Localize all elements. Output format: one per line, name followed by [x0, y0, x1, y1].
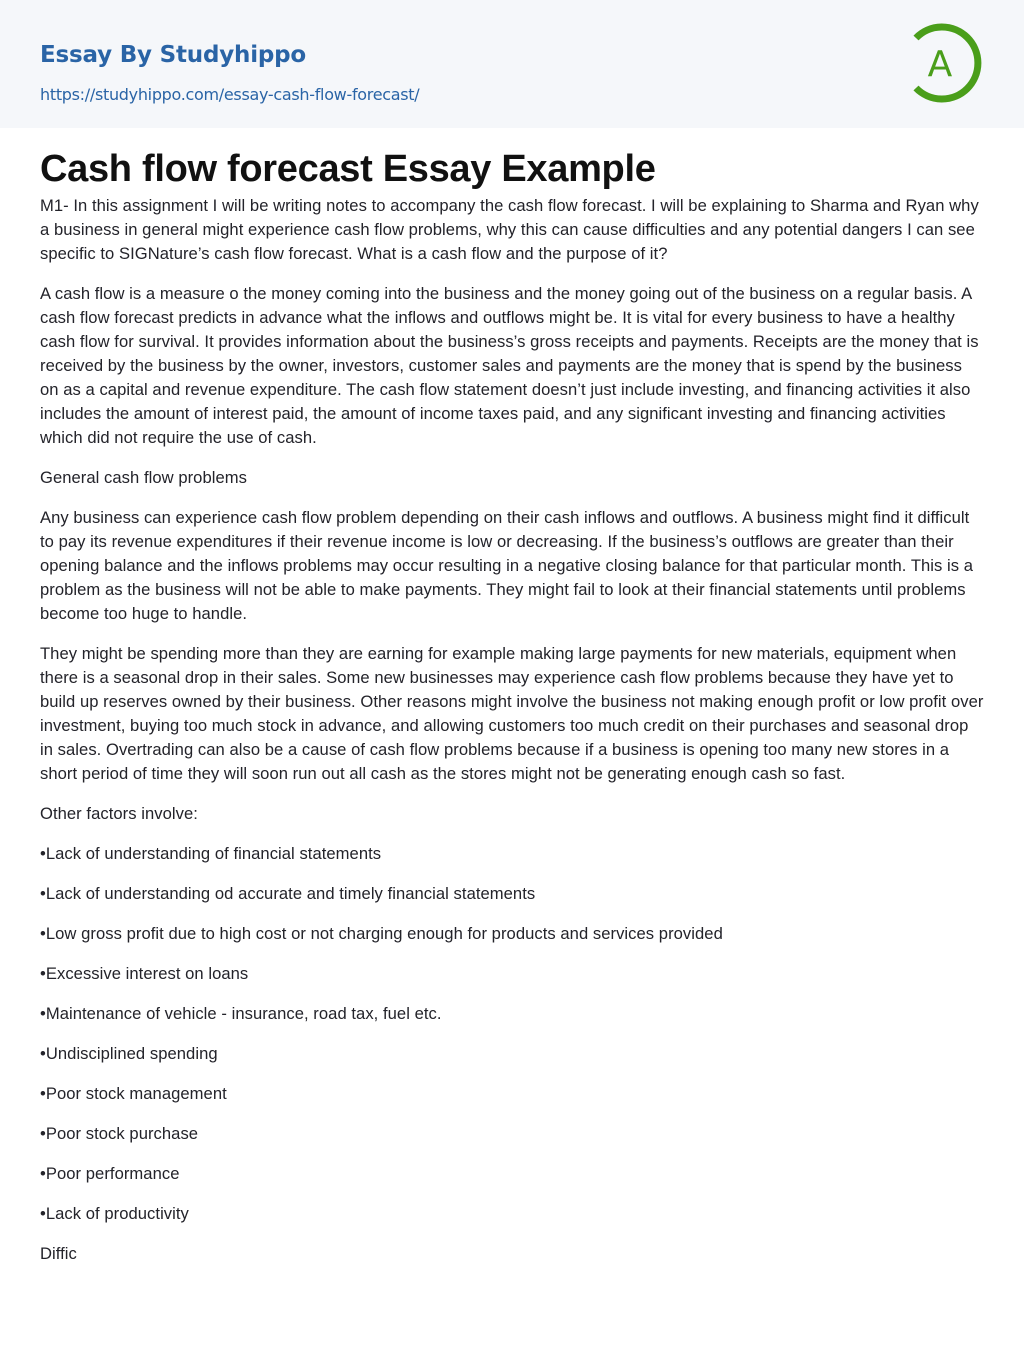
section-heading-general-problems: General cash flow problems — [40, 468, 247, 487]
site-header — [0, 0, 1024, 128]
list-item: •Poor stock purchase — [40, 1124, 199, 1143]
paragraph-spending: They might be spending more than they are earning for example making large payments for new materials, equipment when there is a seasonal drop in their sales. Some new businesses may experience cash flow problems because they have yet to build up reserves owned by their business. Other reasons might involve the business not making enough profit or low profit over investment, buying too much stock in advance, and allowing customers too much credit on their purchases and seasonal drop in sales. Overtrading can also be a cause of cash flow problems because if a business is opening too many new stores in a short period of time they will soon run out all cash as the stores might not be generating enough cash so fast. — [40, 644, 984, 783]
list-item: •Lack of understanding of financial statements — [40, 844, 382, 863]
list-item: •Low gross profit due to high cost or not charging enough for products and services provided — [40, 924, 723, 943]
list-item: •Maintenance of vehicle - insurance, road tax, fuel etc. — [40, 1004, 442, 1023]
truncated-paragraph: Diffic — [40, 1244, 77, 1263]
page-title: Cash flow forecast Essay Example — [40, 148, 656, 190]
site-brand[interactable]: Essay By Studyhippo — [40, 42, 307, 68]
list-item: •Excessive interest on loans — [40, 964, 249, 983]
list-item: •Poor performance — [40, 1164, 180, 1183]
paragraph-definition: A cash flow is a measure o the money coming into the business and the money going out of the business on a regular basis. A cash flow forecast predicts in advance what the inflows and outflows might be. It is vital for every business to have a healthy cash flow for survival. It provides information about the business’s gross receipts and payments. Receipts are the money that is received by the business by the owner, investors, customer sales and payments are the money that is spend by the business on as a capital and revenue expenditure. The cash flow statement doesn’t just include investing, and financing activities it also includes the amount of interest paid, the amount of income taxes paid, and any significant investing and financing activities which did not require the use of cash. — [40, 284, 979, 447]
paragraph-intro: M1- In this assignment I will be writing notes to accompany the cash flow forecast. I will be explaining to Sharma and Ryan why a business in general might experience cash flow problems, why this can cause difficulties and any potential dangers I can see specific to SIGNature’s cash flow forecast. What is a cash flow and the purpose of it? — [40, 196, 979, 263]
other-factors-label: Other factors involve: — [40, 804, 198, 823]
essay-url-link[interactable]: https://studyhippo.com/essay-cash-flow-forecast/ — [40, 85, 420, 104]
list-item: •Undisciplined spending — [40, 1044, 218, 1063]
studyhippo-logo-icon[interactable] — [906, 18, 990, 106]
list-item: •Lack of productivity — [40, 1204, 189, 1223]
paragraph-problems: Any business can experience cash flow problem depending on their cash inflows and outflows. A business might find it difficult to pay its revenue expenditures if their revenue income is low or decreasing. If the business’s outflows are greater than their opening balance and the inflows problems may occur resulting in a negative closing balance for that particular month. This is a problem as the business will not be able to make payments. They might fail to look at their financial statements until problems become too huge to handle. — [40, 508, 974, 623]
article — [0, 147, 1024, 1266]
list-item: •Lack of understanding od accurate and timely financial statements — [40, 884, 536, 903]
logo-letter: A — [927, 44, 953, 85]
list-item: •Poor stock management — [40, 1084, 227, 1103]
